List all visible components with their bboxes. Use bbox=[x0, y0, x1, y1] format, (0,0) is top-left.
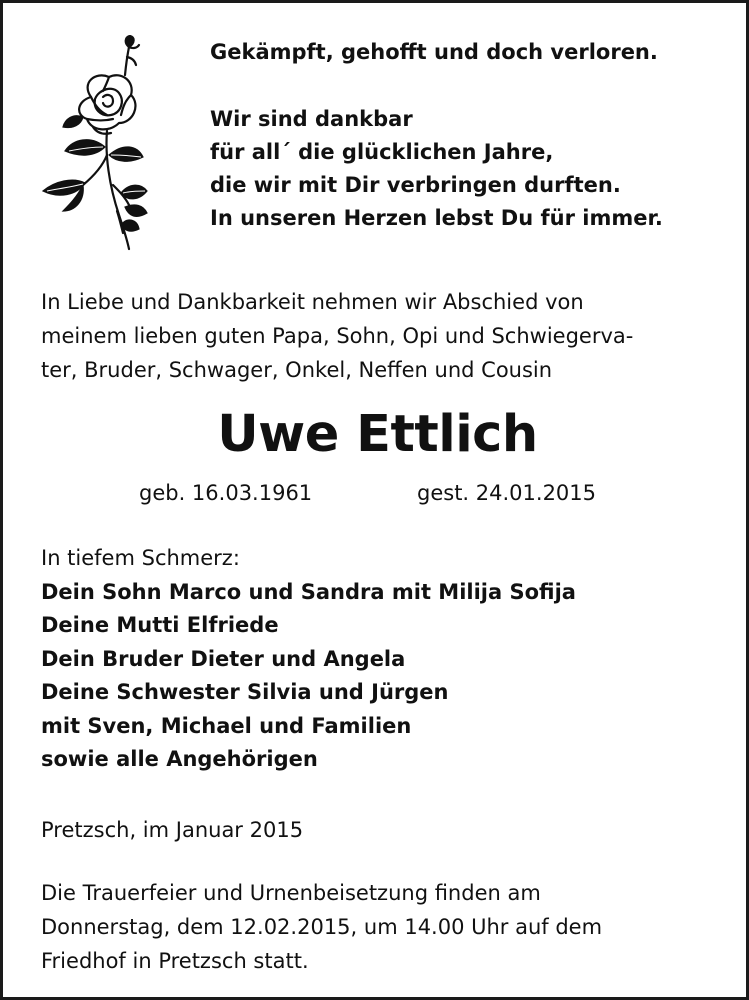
mourner-line: Deine Schwester Silvia und Jürgen bbox=[41, 680, 449, 704]
poem-line: für all´ die glücklichen Jahre, bbox=[210, 140, 554, 164]
funeral-info bbox=[41, 876, 602, 978]
farewell-intro bbox=[41, 285, 633, 387]
death-date: gest. 24.01.2015 bbox=[417, 481, 597, 505]
birth-date: geb. 16.03.1961 bbox=[139, 481, 313, 505]
mourner-line: mit Sven, Michael und Familien bbox=[41, 713, 412, 738]
poem-line: Wir sind dankbar bbox=[210, 107, 413, 131]
mourners-list bbox=[41, 542, 576, 777]
intro-line: ter, Bruder, Schwager, Onkel, Neffen und Cousin bbox=[41, 358, 553, 382]
rose-icon bbox=[33, 35, 148, 253]
place-date: Pretzsch, im Januar 2015 bbox=[41, 818, 304, 842]
intro-line: meinem lieben guten Papa, Sohn, Opi und Schwiegerva- bbox=[41, 324, 634, 348]
funeral-line: Friedhof in Pretzsch statt. bbox=[41, 949, 309, 973]
poem-line: Gekämpft, gehofft und doch verloren. bbox=[210, 40, 658, 64]
intro-line: In Liebe und Dankbarkeit nehmen wir Abschied von bbox=[41, 290, 584, 314]
poem-line: die wir mit Dir verbringen durften. bbox=[210, 173, 621, 197]
mourner-line: sowie alle Angehörigen bbox=[41, 747, 318, 771]
funeral-line: Donnerstag, dem 12.02.2015, um 14.00 Uhr auf dem bbox=[41, 915, 603, 939]
mourner-line: Dein Sohn Marco und Sandra mit Milija Sofija bbox=[41, 579, 576, 604]
mourner-line: Dein Bruder Dieter und Angela bbox=[41, 646, 406, 671]
poem-line: In unseren Herzen lebst Du für immer. bbox=[210, 206, 663, 230]
poem bbox=[210, 36, 663, 235]
deceased-name: Uwe Ettlich bbox=[217, 405, 538, 464]
mourners-heading: In tiefem Schmerz: bbox=[41, 546, 240, 570]
mourner-line: Deine Mutti Elfriede bbox=[41, 613, 279, 637]
funeral-line: Die Trauerfeier und Urnenbeisetzung finden am bbox=[41, 881, 541, 905]
